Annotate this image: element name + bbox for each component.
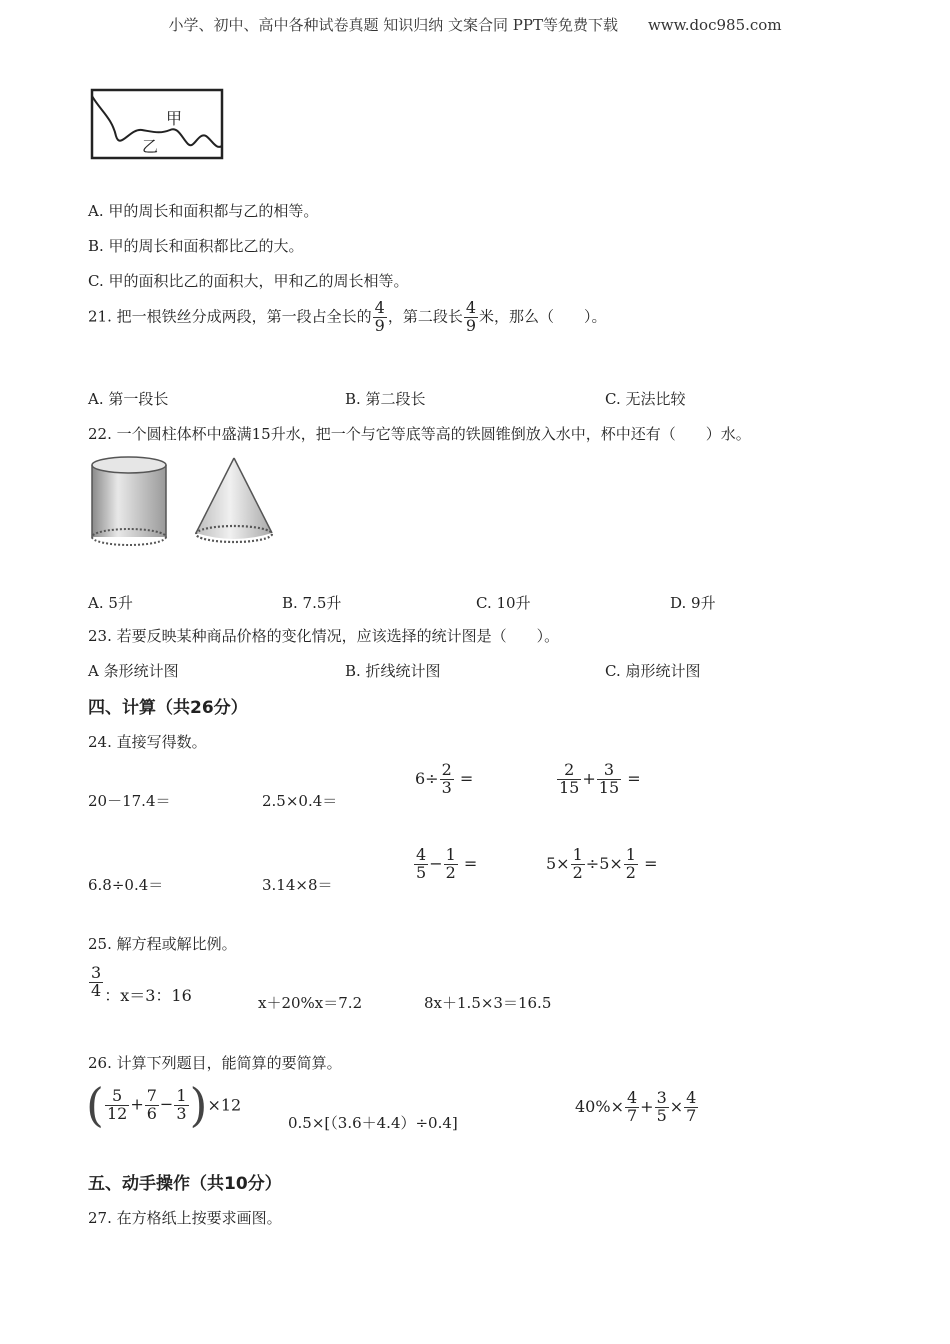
q21-suffix: 米，那么（ ）。 bbox=[479, 307, 607, 326]
q21-option-b: B. 第二段长 bbox=[345, 390, 426, 408]
q25-proportion: $\frac{3}{4}$ ：x＝3：16 bbox=[91, 963, 192, 1005]
q21-fraction-2: $\frac{4}{9}$ bbox=[465, 298, 477, 335]
q20-option-a: A. 甲的周长和面积都与乙的相等。 bbox=[88, 202, 319, 220]
q22-option-c: C. 10升 bbox=[476, 594, 531, 612]
q22-question: 22. 一个圆柱体杯中盛满15升水，把一个与它等底等高的铁圆锥倒放入水中，杯中还有（ ）水。 bbox=[88, 425, 751, 443]
q21-option-c: C. 无法比较 bbox=[605, 390, 686, 408]
q24-expr-3: 6÷ $\frac{2}{3}$ = bbox=[415, 760, 474, 797]
cylinder-cone-figure bbox=[88, 455, 288, 555]
q24-expr-5: 6.8÷0.4＝ bbox=[88, 876, 164, 894]
q22-option-b: B. 7.5升 bbox=[282, 594, 342, 612]
q20-option-c: C. 甲的面积比乙的面积大，甲和乙的周长相等。 bbox=[88, 272, 409, 290]
q21-fraction-1: $\frac{4}{9}$ bbox=[374, 298, 385, 335]
q26-calc-1: ( $\frac{5}{12}$ + $\frac{7}{6}$ − $\frac{1}{3}$ )×12 bbox=[86, 1078, 242, 1132]
page-header: 小学、初中、高中各种试卷真题 知识归纳 文案合同 PPT等免费下载 www.doc985.com bbox=[168, 16, 782, 34]
section-four-title: 四、计算（共26分） bbox=[88, 698, 248, 718]
q23-option-c: C. 扇形统计图 bbox=[605, 662, 701, 680]
cone-shape bbox=[196, 458, 272, 542]
q24-expr-7: $\frac{4}{5}$ − $\frac{1}{2}$ = bbox=[416, 845, 478, 882]
cylinder-shape bbox=[92, 457, 166, 545]
q27-title: 27. 在方格纸上按要求画图。 bbox=[88, 1209, 282, 1227]
q25-equation-3: 8x＋1.5×3＝16.5 bbox=[424, 994, 552, 1012]
q25-title: 25. 解方程或解比例。 bbox=[88, 935, 237, 953]
q21-middle: ，第二段长 bbox=[387, 307, 463, 326]
q24-title: 24. 直接写得数。 bbox=[88, 733, 207, 751]
label-yi: 乙 bbox=[142, 137, 159, 156]
q23-question: 23. 若要反映某种商品价格的变化情况，应该选择的统计图是（ ）。 bbox=[88, 627, 560, 645]
q24-expr-4: $\frac{2}{15}$ + $\frac{3}{15}$ = bbox=[559, 760, 641, 797]
q26-title: 26. 计算下列题目，能简算的要简算。 bbox=[88, 1054, 342, 1072]
q26-calc-3: 40%× $\frac{4}{7}$ + $\frac{3}{5}$ × $\frac{4}{7}$ bbox=[575, 1088, 697, 1125]
q22-option-d: D. 9升 bbox=[670, 594, 716, 612]
q22-option-a: A. 5升 bbox=[88, 594, 133, 612]
q24-expr-1: 20－17.4＝ bbox=[88, 792, 171, 810]
q21-option-a: A. 第一段长 bbox=[88, 390, 169, 408]
q24-expr-6: 3.14×8＝ bbox=[262, 876, 333, 894]
q24-expr-2: 2.5×0.4＝ bbox=[262, 792, 338, 810]
q20-option-b: B. 甲的周长和面积都比乙的大。 bbox=[88, 237, 304, 255]
q24-expr-8: 5× $\frac{1}{2}$ ÷5× $\frac{1}{2}$ = bbox=[546, 845, 658, 882]
q21-prefix: 21. 把一根铁丝分成两段，第一段占全长的 bbox=[88, 307, 372, 326]
jia-yi-figure bbox=[90, 88, 226, 162]
q25-equation-2: x＋20%x＝7.2 bbox=[258, 994, 363, 1012]
section-five-title: 五、动手操作（共10分） bbox=[88, 1174, 282, 1194]
q23-option-a: A 条形统计图 bbox=[88, 662, 179, 680]
q21-question bbox=[88, 300, 607, 335]
label-jia: 甲 bbox=[166, 109, 183, 128]
q23-option-b: B. 折线统计图 bbox=[345, 662, 441, 680]
q26-calc-2: 0.5×[（3.6＋4.4）÷0.4] bbox=[288, 1114, 458, 1132]
